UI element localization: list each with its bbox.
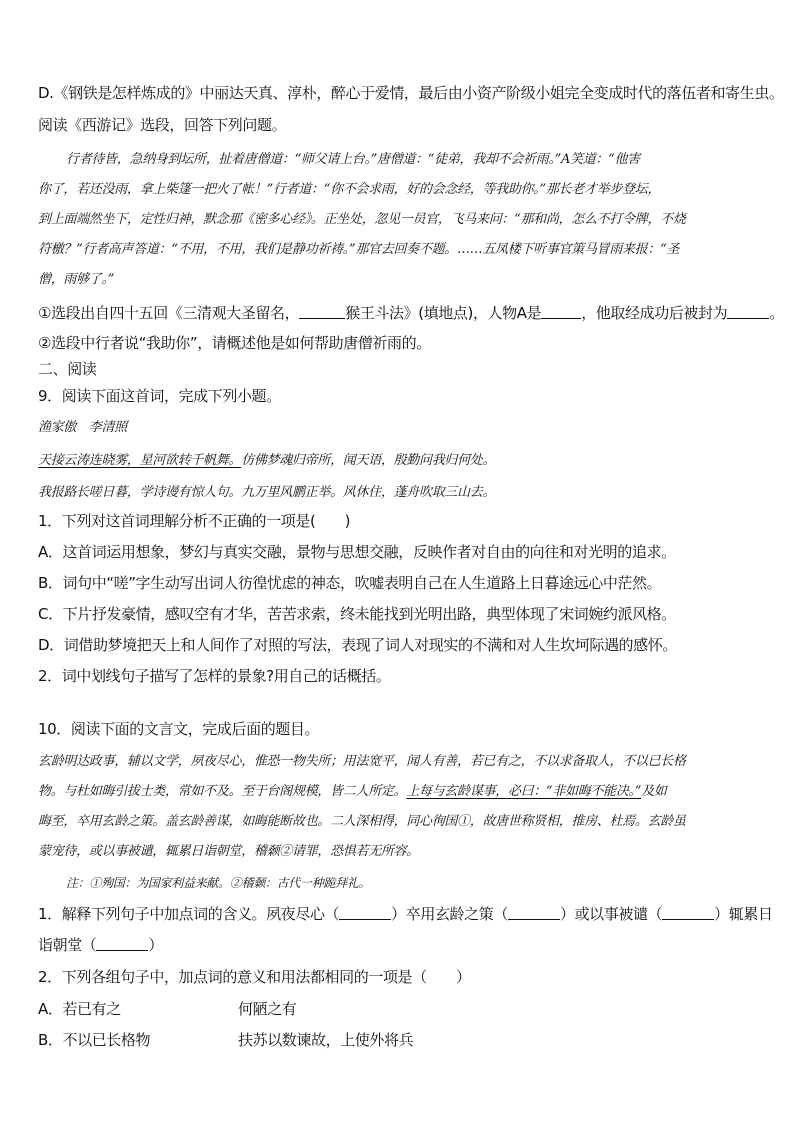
xiyou-passage-line: 你了，若还没雨，拿上柴篷一把火了帐！”行者道：“你不会求雨，好的会念经，等我助你。”那长老才举步登坛， xyxy=(38,182,661,197)
q10-passage-line: 蒙宠待，或以事被谴，辄累日诣朝堂，稽颡②请罪，恐惧若无所容。 xyxy=(38,844,420,859)
passage-text: 及如 xyxy=(641,784,667,799)
q10-option-a[interactable] xyxy=(38,998,764,1019)
underlined-poem-phrase: 天接云涛连晓雾，星河欲转千帆舞。 xyxy=(38,453,242,468)
q10-sub-question-2: 2．下列各组句子中，加点词的意义和用法都相同的一项是（ ） xyxy=(38,968,471,986)
answer-blank[interactable] xyxy=(662,907,714,920)
xiyou-q1-part: ，他取经成功后被封为 xyxy=(581,304,728,322)
q10-sub1-part: 1．解释下列句子中加点词的含义。夙夜尽心（ xyxy=(38,905,340,923)
q9-option-d[interactable]: D．词借助梦境把天上和人间作了对照的写法，表现了词人对现实的不满和对人生坎坷际遇的感怀。 xyxy=(38,636,677,654)
previous-option-d: D.《钢铁是怎样炼成的》中丽达天真、淳朴，醉心于爱情，最后由小资产阶级小姐完全变成时代的落伍者和寄生虫。 xyxy=(38,84,784,102)
q10-sub1-part: ） xyxy=(148,936,164,954)
q9-option-b[interactable]: B．词句中“嗟”字生动写出词人彷徨忧虑的神态，吹嘘表明自己在人生道路上日暮途远心中茫然。 xyxy=(38,574,662,592)
q10-sub1-part: ）辄累日 xyxy=(714,905,773,923)
q9-sub-question-1: 1．下列对这首词理解分析不正确的一项是( ) xyxy=(38,512,351,530)
xiyou-intro: 阅读《西游记》选段，回答下列问题。 xyxy=(38,116,287,134)
xiyou-question-1 xyxy=(38,302,784,323)
q10-sub1-part: ）卒用玄龄之策（ xyxy=(391,905,508,923)
q10-sub-question-1-cont xyxy=(38,934,764,955)
q9-option-c[interactable]: C．下片抒发豪情，感叹空有才华，苦苦求索，终未能找到光明出路，典型体现了宋词婉约派风格。 xyxy=(38,605,676,623)
option-left: B．不以已长格物 xyxy=(38,1031,151,1049)
section-title: 二、阅读 xyxy=(38,360,97,378)
option-left: A．若已有之 xyxy=(38,1000,121,1018)
xiyou-passage-line: 符檄？”行者高声答道：“不用，不用，我们是静功祈祷。”那官去回奏不题。……五凤楼下听事官策马冒雨来报：“圣 xyxy=(38,242,680,257)
passage-text: 物。与杜如晦引拔士类，常如不及。至于台阁规模，皆二人所定。 xyxy=(38,784,407,799)
option-right: 扶苏以数谏故，上使外将兵 xyxy=(238,1031,414,1049)
answer-blank[interactable] xyxy=(508,907,560,920)
xiyou-q1-part: 。 xyxy=(769,304,784,322)
answer-blank[interactable] xyxy=(541,306,581,319)
q10-heading: 10．阅读下面的文言文，完成后面的题目。 xyxy=(38,720,320,738)
poem-title: 渔家傲 李清照 xyxy=(38,420,127,435)
q10-sub1-part: ）或以事被谴（ xyxy=(559,905,663,923)
q10-passage-line: 玄龄明达政事，辅以文学，夙夜尽心，惟恐一物失所；用法宽平，闻人有善，若已有之，不以求备取人，不以已长格 xyxy=(38,754,686,769)
poem-line-2: 我报路长嗟日暮，学诗谩有惊人句。九万里风鹏正举。风休住，蓬舟吹取三山去。 xyxy=(38,485,496,500)
answer-blank[interactable] xyxy=(96,938,148,951)
xiyou-q1-part: ①选段出自四十五回《三清观大圣留名， xyxy=(38,304,300,322)
q10-option-b[interactable] xyxy=(38,1029,764,1050)
poem-line-text: 仿佛梦魂归帝所，闻天语，殷勤问我归何处。 xyxy=(241,453,496,468)
q10-sub-question-1 xyxy=(38,903,773,924)
q10-passage-line: 晦至，卒用玄龄之策。盖玄龄善谋，如晦能断故也。二人深相得，同心徇国①，故唐世称贤相，推房、杜焉。玄龄虽 xyxy=(38,814,686,829)
poem-line-1 xyxy=(38,449,764,468)
q9-option-a[interactable]: A．这首词运用想象，梦幻与真实交融，景物与思想交融，反映作者对自由的向往和对光明的追求。 xyxy=(38,543,676,561)
answer-blank[interactable] xyxy=(727,306,769,319)
xiyou-question-2: ②选段中行者说“我助你”，请概述他是如何帮助唐僧祈雨的。 xyxy=(38,334,431,352)
option-right: 何陋之有 xyxy=(238,1000,297,1018)
underlined-passage-sentence: 上每与玄龄谋事，必曰：“非如晦不能决。” xyxy=(406,784,642,799)
q10-passage-line xyxy=(38,780,764,799)
answer-blank[interactable] xyxy=(339,907,391,920)
q10-note: 注：①殉国：为国家利益来献。②稽颡：古代一种跪拜礼。 xyxy=(66,876,371,890)
answer-blank[interactable] xyxy=(299,306,345,319)
xiyou-passage-line: 僧，雨够了。” xyxy=(38,272,115,287)
q9-heading: 9．阅读下面这首词，完成下列小题。 xyxy=(38,387,281,405)
xiyou-q1-part: 猴王斗法》(填地点)，人物A是 xyxy=(345,304,542,322)
q9-sub-question-2: 2．词中划线句子描写了怎样的景象?用自己的话概括。 xyxy=(38,667,391,685)
xiyou-passage-line: 行者待皆，急纳身到坛所，扯着唐僧道：“师父请上台。”唐僧道：“徒弟，我却不会祈雨。”A笑道：“他害 xyxy=(66,152,640,167)
q10-sub1-part: 诣朝堂（ xyxy=(38,936,97,954)
xiyou-passage-line: 到上面端然坐下，定性归神，默念那《密多心经》。正坐处，忽见一员官，飞马来问：“那和尚，怎么不打令牌，不烧 xyxy=(38,212,686,227)
